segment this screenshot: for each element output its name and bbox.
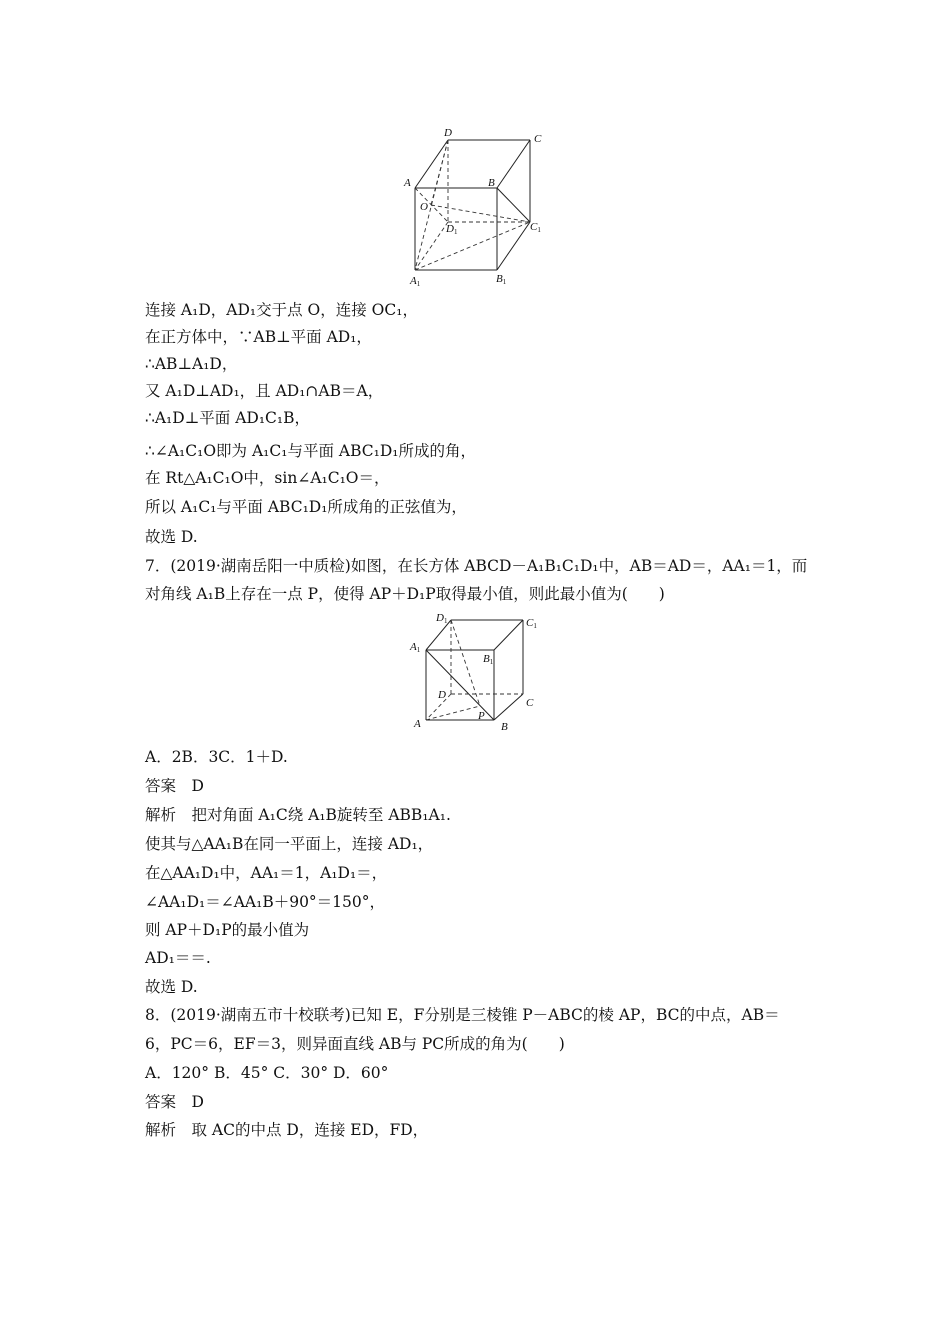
problem-7-answer: 答案 D <box>145 777 204 795</box>
label-C1: C1 <box>526 617 537 630</box>
label-C1: C1 <box>530 221 541 234</box>
text-line-9: 故选 D. <box>145 528 198 546</box>
label-B1: B1 <box>496 273 507 286</box>
label-A: A <box>404 177 411 189</box>
label-B1: B1 <box>483 653 494 666</box>
problem-8-line-1: 8．(2019·湖南五市十校联考)已知 E，F分别是三棱锥 P－ABC的棱 AP，BC的中点，AB＝ <box>145 1006 780 1024</box>
label-B: B <box>501 721 508 733</box>
label-O: O <box>420 201 428 213</box>
label-A: A <box>414 718 421 730</box>
label-D1: D1 <box>446 223 458 236</box>
text-line-8: 所以 A₁C₁与平面 ABC₁D₁所成角的正弦值为， <box>145 498 467 516</box>
text-line-6: ∴∠A₁C₁O即为 A₁C₁与平面 ABC₁D₁所成的角， <box>145 442 476 460</box>
text-line-2: 在正方体中，∵AB⊥平面 AD₁， <box>145 328 372 346</box>
problem-8-options: A．120° B．45° C．30° D．60° <box>145 1064 389 1082</box>
label-C: C <box>534 133 542 145</box>
problem-7-analysis-4: ∠AA₁D₁＝∠AA₁B＋90°＝150°， <box>145 893 386 911</box>
text-line-4: 又 A₁D⊥AD₁，且 AD₁∩AB＝A， <box>145 382 384 400</box>
cube-figure-1 <box>395 122 555 292</box>
problem-7-options: A．2B．3C．1＋D. <box>145 748 288 766</box>
text-line-1: 连接 A₁D，AD₁交于点 O，连接 OC₁， <box>145 301 418 319</box>
label-B: B <box>488 177 495 189</box>
problem-7-analysis-2: 使其与△AA₁B在同一平面上，连接 AD₁， <box>145 835 434 853</box>
problem-8-line-2: 6，PC＝6，EF＝3，则异面直线 AB与 PC所成的角为( ) <box>145 1035 565 1053</box>
label-C: C <box>526 697 534 709</box>
label-D: D <box>438 689 446 701</box>
problem-7-line-1: 7．(2019·湖南岳阳一中质检)如图，在长方体 ABCD－A₁B₁C₁D₁中，AB＝AD＝，AA₁＝1，而 <box>145 557 808 575</box>
text-line-5: ∴A₁D⊥平面 AD₁C₁B， <box>145 409 310 427</box>
text-line-7: 在 Rt△A₁C₁O中，sin∠A₁C₁O＝， <box>145 469 390 487</box>
problem-7-analysis-1: 解析 把对角面 A₁C绕 A₁B旋转至 ABB₁A₁. <box>145 806 451 824</box>
label-A1: A1 <box>410 641 421 654</box>
label-A1: A1 <box>410 275 421 288</box>
problem-8-answer: 答案 D <box>145 1093 204 1111</box>
problem-7-line-2: 对角线 A₁B上存在一点 P，使得 AP＋D₁P取得最小值，则此最小值为( ) <box>145 585 665 603</box>
text-line-3: ∴AB⊥A₁D， <box>145 355 238 373</box>
cuboid-figure-2 <box>405 608 555 736</box>
problem-7-analysis-7: 故选 D. <box>145 978 198 996</box>
problem-7-analysis-5: 则 AP＋D₁P的最小值为 <box>145 921 310 939</box>
problem-7-analysis-6: AD₁＝＝. <box>145 949 211 967</box>
problem-8-analysis-1: 解析 取 AC的中点 D，连接 ED，FD， <box>145 1121 429 1139</box>
problem-7-analysis-3: 在△AA₁D₁中，AA₁＝1，A₁D₁＝， <box>145 864 388 882</box>
label-D: D <box>444 127 452 139</box>
label-D1: D1 <box>436 612 448 625</box>
label-P: P <box>478 710 485 722</box>
